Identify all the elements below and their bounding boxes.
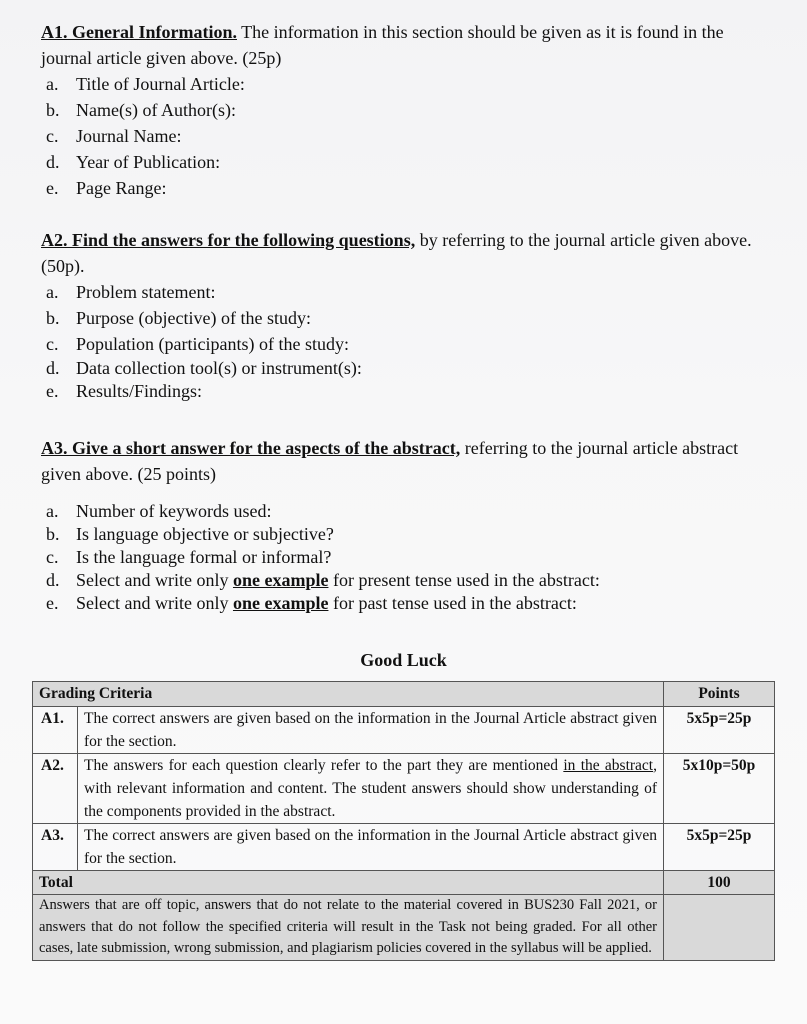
row-description: The answers for each question clearly refer to the part they are mentioned in the abstract, with relevant information and content. The student answers should show understanding of the components provided in the abstract. <box>78 754 664 824</box>
list-item: d. Data collection tool(s) or instrument(s): <box>46 358 362 378</box>
row-id: A1. <box>33 707 78 754</box>
table-row <box>33 707 775 754</box>
a1-intro: The information in this section should be given as it is found in the journal article given above. (25p) <box>41 22 724 68</box>
a2-list <box>46 279 362 403</box>
list-item: e. Page Range: <box>46 178 167 198</box>
note-row <box>33 895 775 961</box>
policy-note: Answers that are off topic, answers that do not relate to the material covered in BUS230 Fall 2021, or answers that do not follow the specified criteria will result in the Task not being graded. For all other cases, late submission, wrong submission, and plagiarism policies covered in the syllabus will be applied. <box>33 895 664 961</box>
list-item: a. Title of Journal Article: <box>46 74 245 94</box>
table-row <box>33 754 775 824</box>
a3-heading: A3. Give a short answer for the aspects of the abstract, <box>41 438 461 458</box>
row-description: The correct answers are given based on the information in the Journal Article abstract given for the section. <box>78 824 664 871</box>
a3-paragraph <box>41 435 769 487</box>
note-empty-cell <box>664 895 775 961</box>
list-item: a. Problem statement: <box>46 282 216 302</box>
a1-paragraph <box>41 19 769 71</box>
a1-list <box>46 71 245 201</box>
total-value: 100 <box>664 871 775 895</box>
list-item: e. Select and write only one example for past tense used in the abstract: <box>46 593 577 613</box>
table-row <box>33 824 775 871</box>
row-points: 5x10p=50p <box>664 754 775 824</box>
a2-paragraph <box>41 227 769 279</box>
a3-intro: referring to the journal article abstract given above. (25 points) <box>41 438 739 484</box>
total-label: Total <box>33 871 664 895</box>
header-points: Points <box>664 682 775 707</box>
row-points: 5x5p=25p <box>664 707 775 754</box>
list-item: e. Results/Findings: <box>46 381 203 401</box>
list-item: b. Purpose (objective) of the study: <box>46 308 311 328</box>
row-description: The correct answers are given based on the information in the Journal Article abstract given for the section. <box>78 707 664 754</box>
list-item: b. Name(s) of Author(s): <box>46 100 236 120</box>
table-header-row <box>33 682 775 707</box>
a2-heading: A2. Find the answers for the following questions, <box>41 230 416 250</box>
list-item: b. Is language objective or subjective? <box>46 524 334 544</box>
list-item: a. Number of keywords used: <box>46 501 272 521</box>
list-item: d. Select and write only one example for present tense used in the abstract: <box>46 570 600 590</box>
total-row <box>33 871 775 895</box>
row-id: A2. <box>33 754 78 824</box>
a2-intro: by referring to the journal article given above. (50p). <box>41 230 752 276</box>
list-item: d. Year of Publication: <box>46 152 221 172</box>
row-points: 5x5p=25p <box>664 824 775 871</box>
list-item: c. Population (participants) of the study: <box>46 334 349 354</box>
a3-list <box>46 500 600 615</box>
header-criteria: Grading Criteria <box>33 682 664 707</box>
good-luck-text: Good Luck <box>360 650 447 670</box>
grading-table <box>32 681 775 961</box>
row-id: A3. <box>33 824 78 871</box>
list-item: c. Journal Name: <box>46 126 182 146</box>
list-item: c. Is the language formal or informal? <box>46 547 332 567</box>
a1-heading: A1. General Information. <box>41 22 237 42</box>
